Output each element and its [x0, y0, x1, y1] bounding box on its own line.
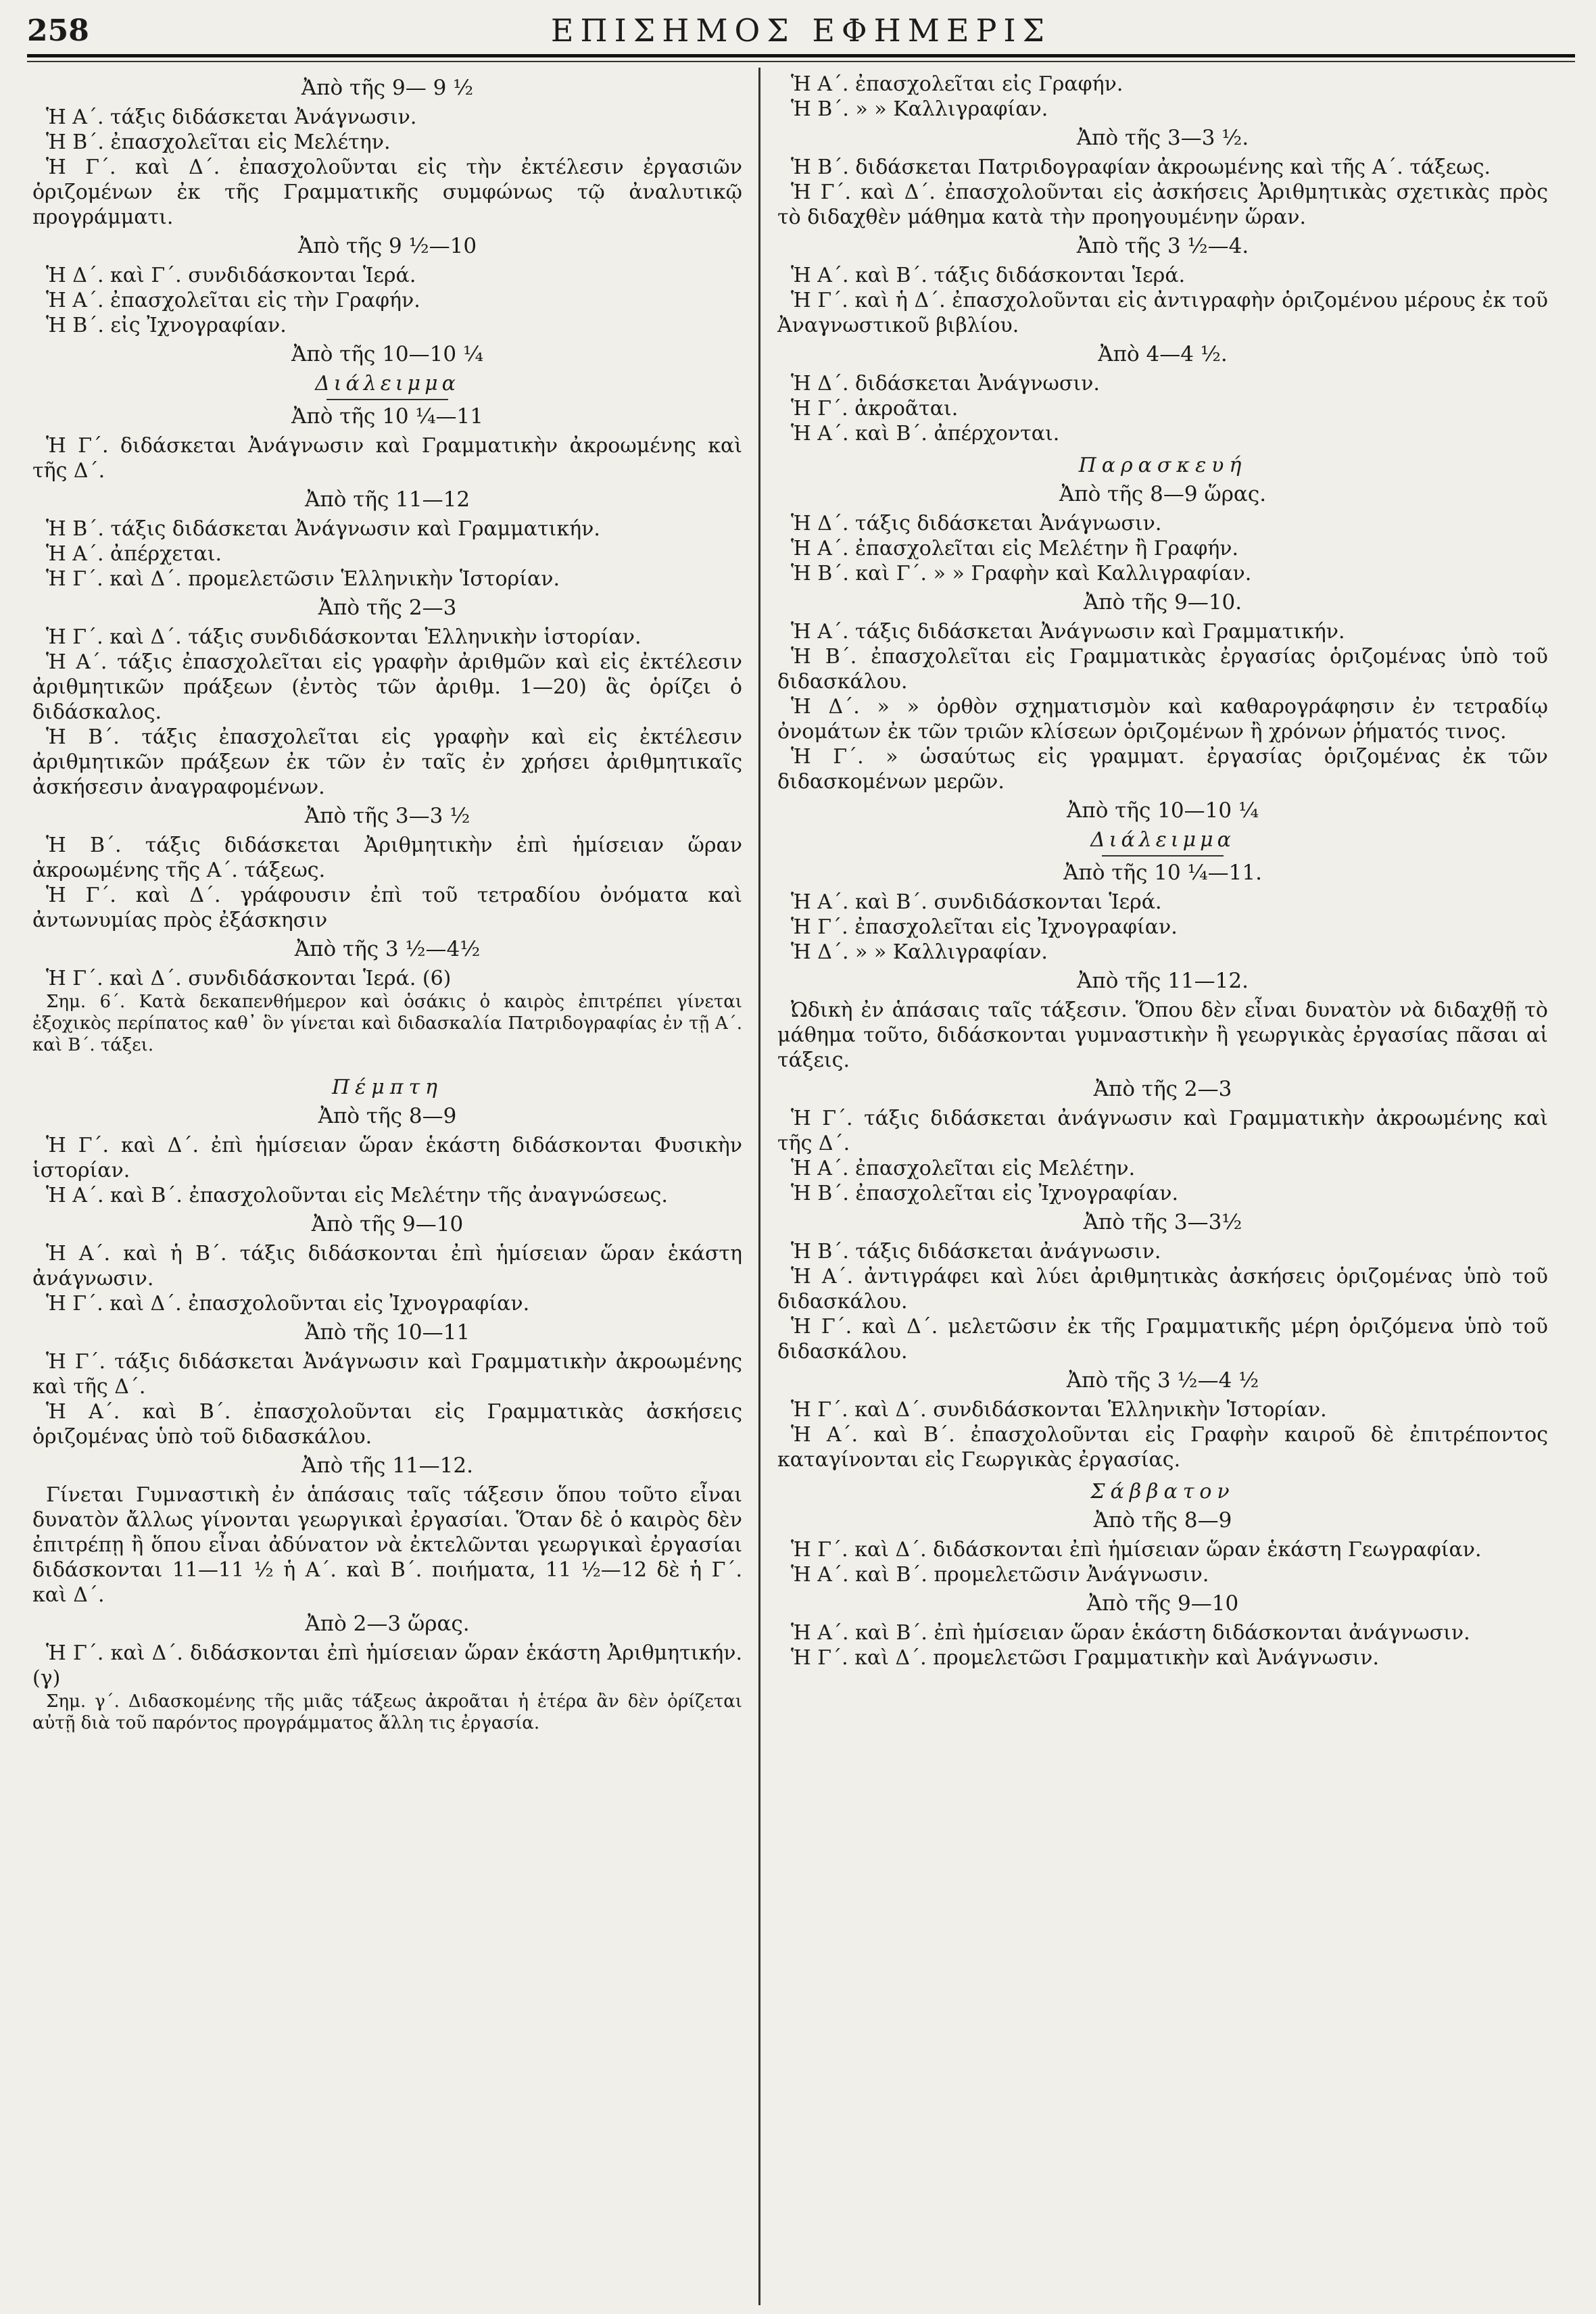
schedule-line: Ἡ Γ΄. καὶ ἡ Δ΄. ἐπασχολοῦνται εἰς ἀντιγραφὴν ὁριζομένου μέρους ἐκ τοῦ Ἀναγνωστικοῦ βιβλίου. — [777, 289, 1548, 337]
schedule-line: Ἡ Α΄. τάξις ἐπασχολεῖται εἰς γραφὴν ἀριθμῶν καὶ εἰς ἐκτέλεσιν ἀριθμητικῶν πράξεων (ἐντὸς τῶν ἀριθμ. 1—20) ἃς ὁρίζει ὁ διδάσκαλος. — [32, 650, 742, 724]
page-number: 258 — [27, 14, 89, 48]
schedule-line: Ἡ Α΄. καὶ ἡ Β΄. τάξις διδάσκονται ἐπὶ ἡμίσειαν ὥραν ἑκάστη ἀνάγνωσιν. — [32, 1242, 742, 1291]
schedule-line: Ἡ Α΄. καὶ Β΄. ἀπέρχονται. — [791, 422, 1060, 445]
schedule-line: Ἡ Α΄. καὶ Β΄. ἐπασχολοῦνται εἰς Μελέτην τῆς ἀναγνώσεως. — [46, 1184, 668, 1207]
schedule-line: Ἡ Β΄. τάξις ἐπασχολεῖται εἰς γραφὴν καὶ εἰς ἐκτέλεσιν ἀριθμητικῶν πράξεων ἐκ τῶν ἐν ταῖς ἐν χρήσει ἀριθμητικαῖς ἀσκήσεσιν ἀναγραφομένων. — [32, 725, 742, 799]
schedule-line: Ἡ Α΄. ἀπέρχεται. — [46, 542, 222, 566]
schedule-line: Ἡ Β΄. εἰς Ἰχνογραφίαν. — [46, 314, 287, 337]
schedule-line: Ἡ Α΄. ἐπασχολεῖται εἰς Μελέτην. — [791, 1157, 1136, 1180]
schedule-line: Ἡ Β΄. τάξις διδάσκεται Ἀριθμητικὴν ἐπὶ ἡμίσειαν ὥραν ἀκροωμένης τῆς Α΄. τάξεως. — [32, 834, 742, 882]
time-heading: Ἀπὸ τῆς 3 ½—4½ — [294, 937, 481, 961]
schedule-line: Ἡ Β΄. ἐπασχολεῖται εἰς Γραμματικὰς ἐργασίας ὁριζομένας ὑπὸ τοῦ διδασκάλου. — [777, 645, 1548, 694]
schedule-line: Ἡ Γ΄. τάξις διδάσκεται ἀνάγνωσιν καὶ Γραμματικὴν ἀκροωμένης καὶ τῆς Δ΄. — [777, 1107, 1548, 1155]
day-heading: Πέμπτη — [331, 1076, 443, 1099]
schedule-line: Ἡ Γ΄. καὶ Δ΄. διδάσκονται ἐπὶ ἡμίσειαν ὥραν ἑκάστη Γεωγραφίαν. — [791, 1538, 1482, 1562]
schedule-line: Ἡ Β΄. τάξις διδάσκεται Ἀνάγνωσιν καὶ Γραμματικήν. — [46, 517, 600, 541]
schedule-line: Ἡ Β΄. καὶ Γ΄. » » Γραφὴν καὶ Καλλιγραφίαν. — [791, 562, 1252, 585]
time-heading: Ἀπὸ τῆς 9—10. — [1083, 590, 1242, 614]
schedule-line: Ἡ Γ΄. διδάσκεται Ἀνάγνωσιν καὶ Γραμματικὴν ἀκροωμένης καὶ τῆς Δ΄. — [32, 434, 742, 483]
schedule-line: Ἡ Γ΄. καὶ Δ΄. ἐπὶ ἡμίσειαν ὥραν ἑκάστη διδάσκονται Φυσικὴν ἱστορίαν. — [32, 1134, 742, 1182]
time-heading: Ἀπὸ τῆς 3—3 ½ — [304, 804, 470, 828]
schedule-line: Ἡ Α΄. καὶ Β΄. ἐπὶ ἡμίσειαν ὥραν ἑκάστη διδάσκονται ἀνάγνωσιν. — [791, 1621, 1470, 1645]
schedule-line: Ἡ Β΄. » » Καλλιγραφίαν. — [791, 97, 1048, 121]
schedule-line: Ἡ Δ΄. καὶ Γ΄. συνδιδάσκονται Ἱερά. — [46, 264, 416, 287]
header-rule-thin — [27, 61, 1575, 62]
schedule-line: Ἡ Β΄. ἐπασχολεῖται εἰς Μελέτην. — [46, 130, 391, 154]
schedule-line: Ἡ Α΄. καὶ Β΄. ἐπασχολοῦνται εἰς Γραμματικὰς ἀσκήσεις ὁριζομένας ὑπὸ τοῦ διδασκάλου. — [32, 1400, 742, 1449]
left-column — [32, 72, 742, 1734]
schedule-line: Ἡ Γ΄. καὶ Δ΄. τάξις συνδιδάσκονται Ἑλληνικὴν ἱστορίαν. — [46, 625, 642, 649]
time-heading: Ἀπὸ 2—3 ὥρας. — [305, 1612, 470, 1636]
schedule-line: Ἡ Α΄. καὶ Β΄. τάξις διδάσκονται Ἱερά. — [791, 264, 1186, 287]
time-heading: Ἀπὸ τῆς 8—9 — [318, 1104, 457, 1128]
schedule-line: Ἡ Γ΄. καὶ Δ΄. συνδιδάσκονται Ἱερά. (6) — [46, 967, 452, 990]
break-rule — [1102, 855, 1224, 857]
schedule-line: Ἡ Δ΄. » » Καλλιγραφίαν. — [791, 940, 1048, 964]
schedule-line: Ἡ Γ΄. ἀκροᾶται. — [791, 397, 959, 420]
schedule-line: Ἡ Α΄. καὶ Β΄. συνδιδάσκονται Ἱερά. — [791, 890, 1162, 914]
schedule-line: Ἡ Γ΄. » ὡσαύτως εἰς γραμματ. ἐργασίας ὁριζομένας ἐκ τῶν διδασκομένων μερῶν. — [777, 745, 1548, 794]
schedule-line: Ἡ Α΄. καὶ Β΄. ἐπασχολοῦνται εἰς Γραφὴν καιροῦ δὲ ἐπιτρέποντος καταγίνονται εἰς Γεωργικὰς ἐργασίας. — [777, 1423, 1548, 1472]
time-heading: Ἀπὸ τῆς 9—10 — [311, 1212, 464, 1236]
time-heading: Ἀπὸ 4—4 ½. — [1098, 342, 1228, 366]
schedule-line: Ἡ Γ΄. τάξις διδάσκεται Ἀνάγνωσιν καὶ Γραμματικὴν ἀκροωμένης καὶ τῆς Δ΄. — [32, 1350, 742, 1399]
schedule-line: Ἡ Α΄. τάξις διδάσκεται Ἀνάγνωσιν καὶ Γραμματικήν. — [791, 620, 1345, 644]
spacer — [32, 1056, 742, 1068]
schedule-line: Ἡ Α΄. ἐπασχολεῖται εἰς Γραφήν. — [791, 72, 1123, 96]
schedule-line: Ὠδικὴ ἐν ἁπάσαις ταῖς τάξεσιν. Ὅπου δὲν εἶναι δυνατὸν νὰ διδαχθῇ τὸ μάθημα τοῦτο, διδάσκονται γυμναστικὴν ἢ γεωργικὰς ἐργασίας πᾶσαι αἱ τάξεις. — [777, 998, 1548, 1072]
schedule-line: Ἡ Α΄. καὶ Β΄. προμελετῶσιν Ἀνάγνωσιν. — [791, 1563, 1209, 1587]
time-heading: Ἀπὸ τῆς 10—10 ¼ — [1066, 798, 1259, 823]
day-heading: Παρασκευή — [1078, 454, 1247, 477]
schedule-line: Ἡ Γ΄. καὶ Δ΄. προμελετῶσιν Ἑλληνικὴν Ἱστορίαν. — [46, 567, 560, 591]
time-heading: Ἀπὸ τῆς 3 ½—4. — [1076, 234, 1249, 258]
time-heading: Ἀπὸ τῆς 2—3 — [318, 596, 457, 620]
schedule-line: Γίνεται Γυμναστικὴ ἐν ἁπάσαις ταῖς τάξεσιν ὅπου τοῦτο εἶναι δυνατὸν ἄλλως γίνονται γεωργικαὶ ἐργασίαι. Ὅταν δὲ ὁ καιρὸς δὲν ἐπιτρέπῃ ἢ ὅπου εἶναι ἀδύνατον νὰ ἐκτελῶνται γεωργικαὶ ἐργασίαι διδάσκονται 11—11 ½ ἡ Α΄. καὶ Β΄. ποιήματα, 11 ½—12 δὲ ἡ Γ΄. καὶ Δ΄. — [32, 1483, 742, 1607]
footnote: Σημ. 6΄. Κατὰ δεκαπενθήμερον καὶ ὁσάκις ὁ καιρὸς ἐπιτρέπει γίνεται ἐξοχικὸς περίπατος καθ᾽ ὃν γίνεται καὶ διδασκαλία Πατριδογραφίας ἐν τῇ Α΄. καὶ Β΄. τάξει. — [32, 992, 742, 1055]
time-heading: Ἀπὸ τῆς 8—9 — [1093, 1508, 1232, 1533]
schedule-line: Ἡ Α΄. ἀντιγράφει καὶ λύει ἀριθμητικὰς ἀσκήσεις ὁριζομένας ὑπὸ τοῦ διδασκάλου. — [777, 1265, 1548, 1313]
time-heading: Ἀπὸ τῆς 3—3½ — [1083, 1210, 1242, 1234]
schedule-line: Ἡ Γ΄. καὶ Δ΄. συνδιδάσκονται Ἑλληνικὴν Ἱστορίαν. — [791, 1398, 1327, 1422]
page-header — [27, 9, 1575, 50]
schedule-line: Ἡ Γ΄. ἐπασχολεῖται εἰς Ἰχνογραφίαν. — [791, 915, 1178, 939]
schedule-line: Ἡ Γ΄. καὶ Δ΄. ἐπασχολοῦνται εἰς τὴν ἐκτέλεσιν ἐργασιῶν ὁριζομένων ἐκ τῆς Γραμματικῆς συμφώνως τῷ ἀναλυτικῷ προγράμματι. — [32, 155, 742, 229]
time-heading: Ἀπὸ τῆς 8—9 ὥρας. — [1059, 482, 1267, 506]
time-heading: Ἀπὸ τῆς 11—12. — [301, 1453, 473, 1478]
schedule-line: Ἡ Α΄. ἐπασχολεῖται εἰς τὴν Γραφήν. — [46, 289, 420, 312]
schedule-line: Ἡ Α΄. ἐπασχολεῖται εἰς Μελέτην ἢ Γραφήν. — [791, 537, 1239, 560]
time-heading: Ἀπὸ τῆς 10—10 ¼ — [291, 342, 483, 366]
time-heading: Ἀπὸ τῆς 10 ¼—11 — [291, 404, 483, 429]
break-rule — [327, 399, 448, 400]
journal-title: ΕΠΙΣΗΜΟΣ ΕΦΗΜΕΡΙΣ — [550, 12, 1052, 49]
schedule-line: Ἡ Γ΄. καὶ Δ΄. προμελετῶσι Γραμματικὴν καὶ Ἀνάγνωσιν. — [791, 1646, 1380, 1670]
time-heading: Ἀπὸ τῆς 11—12 — [304, 487, 470, 512]
header-rule — [27, 54, 1575, 57]
time-heading: Ἀπὸ τῆς 9 ½—10 — [297, 234, 477, 258]
schedule-line: Ἡ Δ΄. τάξις διδάσκεται Ἀνάγνωσιν. — [791, 512, 1162, 535]
time-heading: Ἀπὸ τῆς 10 ¼—11. — [1063, 861, 1262, 885]
schedule-line: Ἡ Γ΄. καὶ Δ΄. μελετῶσιν ἐκ τῆς Γραμματικῆς μέρη ὁριζόμενα ὑπὸ τοῦ διδασκάλου. — [777, 1315, 1548, 1364]
schedule-line: Ἡ Α΄. τάξις διδάσκεται Ἀνάγνωσιν. — [46, 105, 417, 129]
schedule-line: Ἡ Δ΄. διδάσκεται Ἀνάγνωσιν. — [791, 372, 1100, 395]
time-heading: Ἀπὸ τῆς 3 ½—4 ½ — [1066, 1368, 1259, 1393]
schedule-line: Ἡ Β΄. τάξις διδάσκεται ἀνάγνωσιν. — [791, 1240, 1161, 1263]
schedule-line: Ἡ Β΄. ἐπασχολεῖται εἰς Ἰχνογραφίαν. — [791, 1182, 1179, 1205]
time-heading: Ἀπὸ τῆς 11—12. — [1077, 969, 1249, 993]
time-heading: Ἀπὸ τῆς 9—10 — [1086, 1591, 1239, 1616]
time-heading: Ἀπὸ τῆς 9— 9 ½ — [301, 76, 474, 100]
schedule-line: Ἡ Δ΄. » » ὀρθὸν σχηματισμὸν καὶ καθαρογράφησιν ἐν τετραδίῳ ὀνομάτων ἐκ τῶν τριῶν κλίσεων ὁριζομένων ἢ χρόνων ῥήματός τινος. — [777, 695, 1548, 744]
break-heading: Διάλειμμα — [1090, 828, 1235, 852]
footnote: Σημ. γ΄. Διδασκομένης τῆς μιᾶς τάξεως ἀκροᾶται ἡ ἑτέρα ἂν δὲν ὁρίζεται αὐτῇ διὰ τοῦ παρόντος προγράμματος ἄλλη τις ἐργασία. — [32, 1691, 742, 1733]
right-column — [777, 72, 1548, 1670]
day-heading: Σάββατον — [1090, 1480, 1235, 1503]
schedule-line: Ἡ Γ΄. καὶ Δ΄. διδάσκονται ἐπὶ ἡμίσειαν ὥραν ἑκάστη Ἀριθμητικήν. (γ) — [32, 1641, 742, 1690]
column-divider — [758, 68, 760, 2305]
break-heading: Διάλειμμα — [315, 372, 460, 395]
schedule-line: Ἡ Γ΄. καὶ Δ΄. γράφουσιν ἐπὶ τοῦ τετραδίου ὀνόματα καὶ ἀντωνυμίας πρὸς ἐξάσκησιν — [32, 884, 742, 932]
schedule-line: Ἡ Β΄. διδάσκεται Πατριδογραφίαν ἀκροωμένης καὶ τῆς Α΄. τάξεως. — [791, 155, 1491, 179]
time-heading: Ἀπὸ τῆς 2—3 — [1093, 1077, 1232, 1101]
schedule-line: Ἡ Γ΄. καὶ Δ΄. ἐπασχολοῦνται εἰς Ἰχνογραφίαν. — [46, 1292, 530, 1316]
time-heading: Ἀπὸ τῆς 3—3 ½. — [1076, 126, 1249, 150]
schedule-line: Ἡ Γ΄. καὶ Δ΄. ἐπασχολοῦνται εἰς ἀσκήσεις Ἀριθμητικὰς σχετικὰς πρὸς τὸ διδαχθὲν μάθημα κατὰ τὴν προηγουμένην ὥραν. — [777, 180, 1548, 229]
time-heading: Ἀπὸ τῆς 10—11 — [304, 1320, 470, 1345]
